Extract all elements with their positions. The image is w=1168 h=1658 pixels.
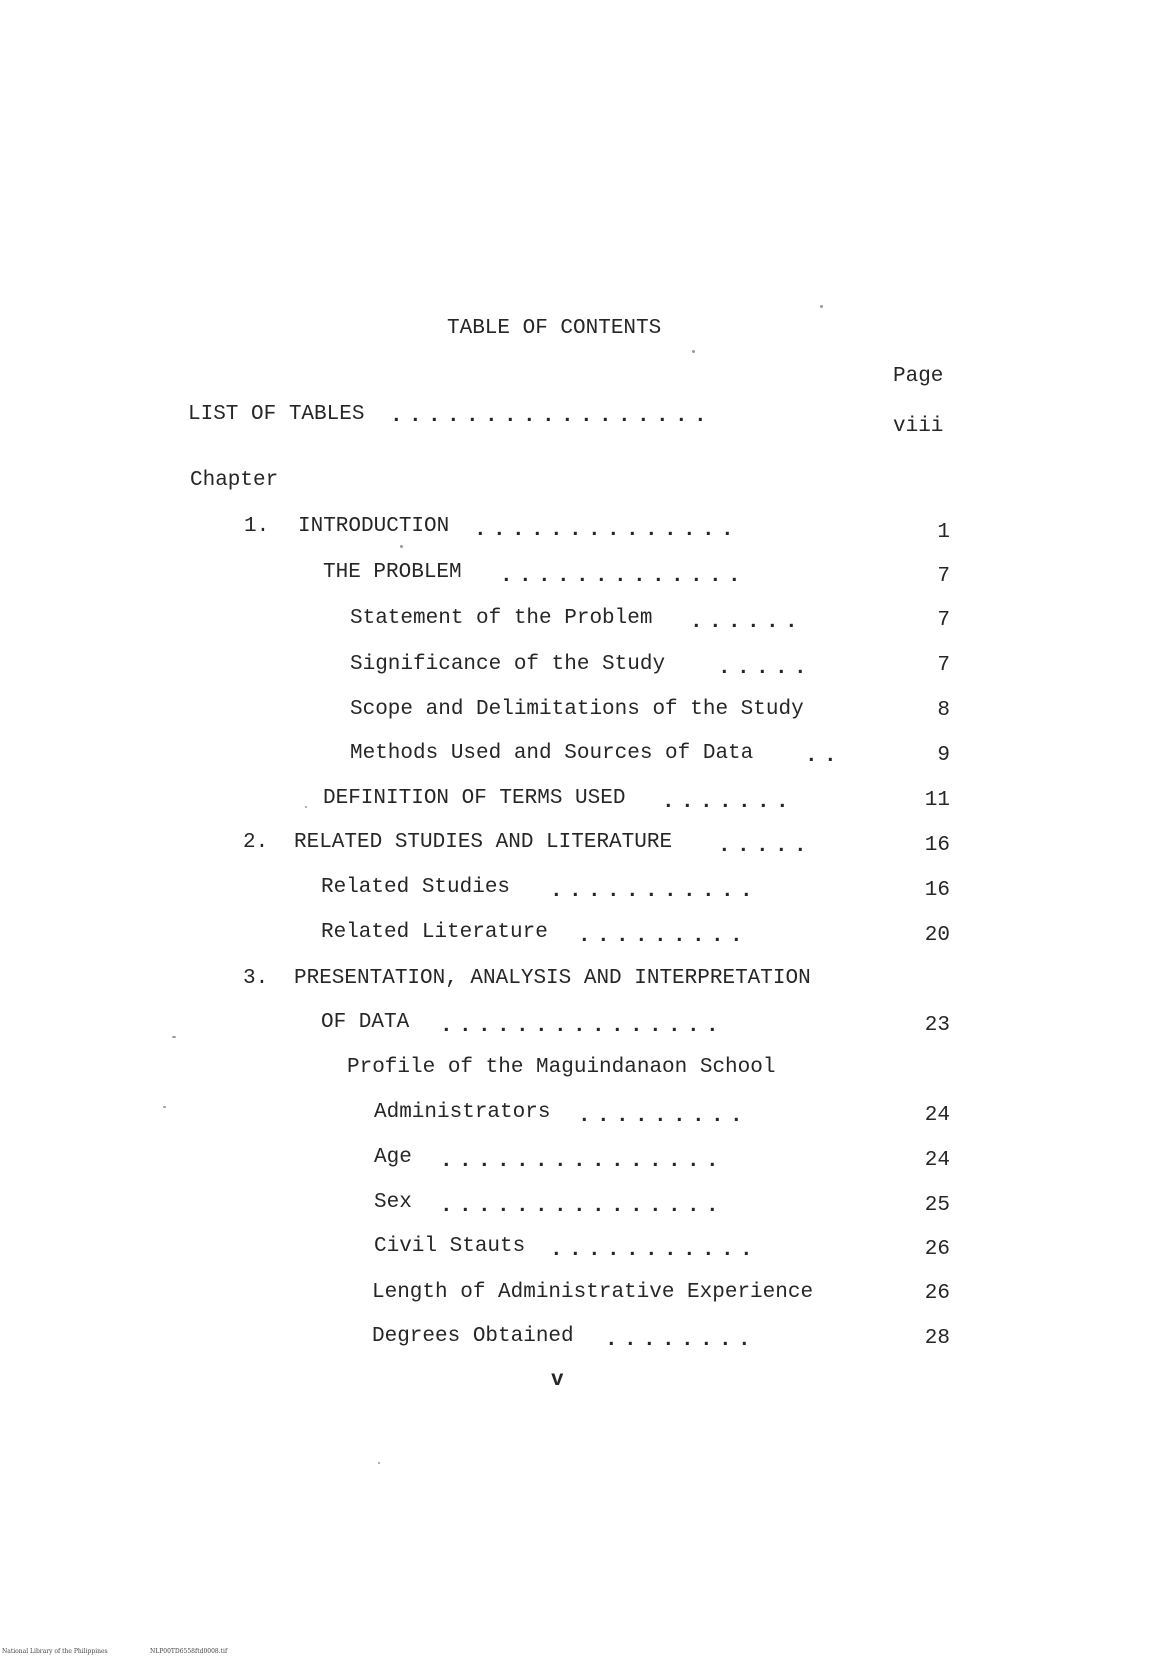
toc-entry: Profile of the Maguindanaon School	[347, 1056, 776, 1079]
toc-page: 23	[924, 1014, 950, 1037]
dot-leader: .....	[718, 835, 814, 858]
toc-page: 20	[924, 924, 950, 947]
toc-entry: Related Literature	[321, 921, 548, 944]
dot-leader: ...............	[440, 1015, 726, 1038]
dot-leader: ...........	[550, 1239, 760, 1262]
toc-chapter-number: 2.	[243, 831, 269, 854]
dot-leader: .......	[662, 791, 796, 814]
toc-chapter-number: 3.	[243, 967, 269, 990]
toc-chapter-number: 1.	[244, 515, 270, 538]
toc-title: TABLE OF CONTENTS	[447, 317, 662, 340]
toc-entry-list-of-tables: LIST OF TABLES	[188, 403, 365, 426]
toc-page: 1	[937, 521, 950, 544]
toc-entry: PRESENTATION, ANALYSIS AND INTERPRETATION	[294, 967, 811, 990]
toc-page: 26	[924, 1282, 950, 1305]
toc-entry: THE PROBLEM	[323, 561, 462, 584]
toc-page-list-of-tables: viii	[893, 415, 944, 438]
toc-page: 7	[937, 609, 950, 632]
toc-page: 9	[937, 744, 950, 767]
toc-page: 24	[924, 1149, 950, 1172]
chapter-label: Chapter	[190, 469, 279, 492]
toc-page: 28	[924, 1327, 950, 1350]
toc-entry: Statement of the Problem	[350, 607, 653, 630]
dot-leader: .........	[578, 1105, 750, 1128]
scan-speck	[305, 806, 307, 808]
dot-leader: ........	[605, 1329, 758, 1352]
toc-entry: Administrators	[374, 1101, 551, 1124]
footer-file-name: NLP00TD6558ftd0008.tif	[150, 1648, 228, 1655]
toc-entry: Methods Used and Sources of Data	[350, 742, 754, 765]
dot-leader: ...............	[440, 1195, 726, 1218]
toc-entry: DEFINITION OF TERMS USED	[323, 787, 626, 810]
toc-page: 16	[924, 879, 950, 902]
dot-leader: .....	[718, 657, 814, 680]
scan-speck	[400, 545, 403, 548]
toc-page: 16	[924, 834, 950, 857]
toc-entry: Length of Administrative Experience	[372, 1281, 814, 1304]
toc-entry: OF DATA	[321, 1011, 410, 1034]
dot-leader: ......	[690, 611, 805, 634]
footer-library-credit: National Library of the Philippines	[2, 1648, 108, 1655]
page-column-header: Page	[893, 365, 944, 388]
scan-speck	[378, 1462, 380, 1464]
dot-leader: ..............	[474, 519, 741, 542]
page-number: v	[551, 1369, 564, 1392]
toc-entry: Scope and Delimitations of the Study	[350, 698, 804, 721]
toc-page: 8	[937, 699, 950, 722]
scan-speck	[163, 1106, 166, 1108]
scan-speck	[172, 1036, 176, 1038]
toc-entry: RELATED STUDIES AND LITERATURE	[294, 831, 673, 854]
toc-entry: Age	[374, 1146, 412, 1169]
toc-entry: Significance of the Study	[350, 653, 666, 676]
toc-entry: INTRODUCTION	[298, 515, 450, 538]
toc-page: 7	[937, 565, 950, 588]
dot-leader: ..	[805, 745, 844, 768]
toc-entry: Degrees Obtained	[372, 1325, 574, 1348]
dot-leader: .................	[390, 405, 714, 428]
scan-speck	[692, 350, 695, 353]
toc-entry: Related Studies	[321, 876, 511, 899]
toc-entry: Civil Stauts	[374, 1235, 526, 1258]
toc-page: 7	[937, 654, 950, 677]
dot-leader: ...........	[550, 880, 760, 903]
toc-page: 24	[924, 1104, 950, 1127]
dot-leader: .............	[500, 565, 748, 588]
toc-page: 25	[924, 1194, 950, 1217]
toc-page: 26	[924, 1238, 950, 1261]
toc-entry: Sex	[374, 1191, 412, 1214]
dot-leader: .........	[578, 925, 750, 948]
dot-leader: ...............	[440, 1150, 726, 1173]
scan-speck	[820, 305, 823, 308]
toc-page: 11	[924, 789, 950, 812]
